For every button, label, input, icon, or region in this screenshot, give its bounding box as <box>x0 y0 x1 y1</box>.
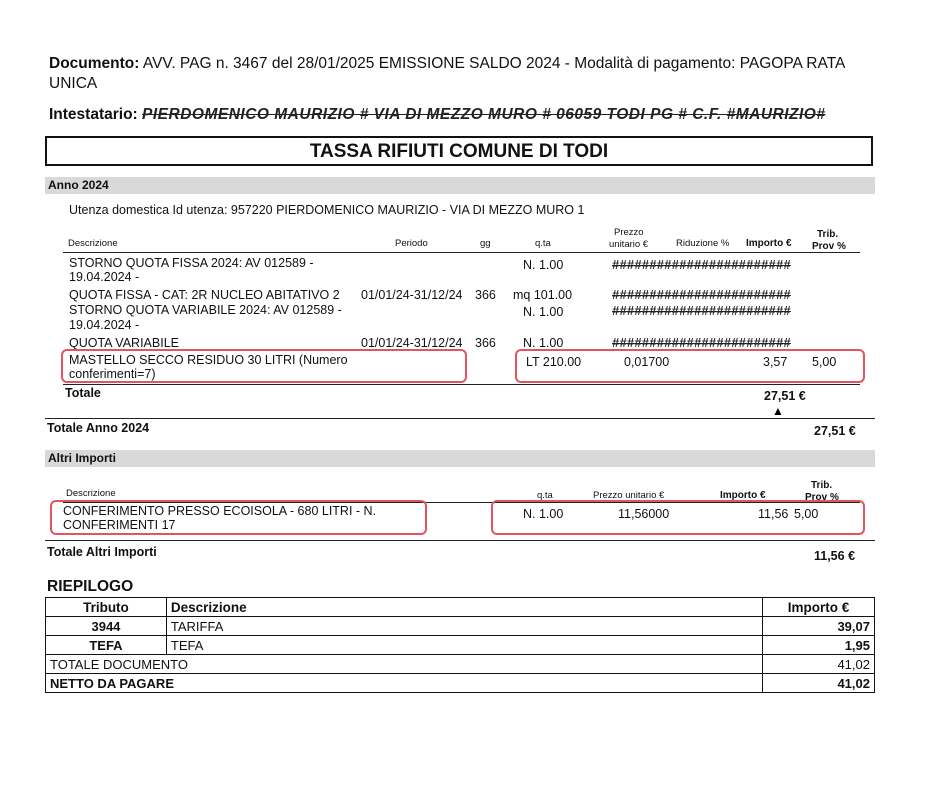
totale-value: 27,51 € <box>764 389 806 403</box>
riepilogo-cell-tributo: 3944 <box>46 617 167 636</box>
col-header-trib-1: Trib. <box>817 229 839 240</box>
table-row <box>46 655 875 674</box>
col-header-qta: q.ta <box>535 238 551 249</box>
table-row-desc: 19.04.2024 - <box>69 270 140 284</box>
totale-rule <box>63 384 860 385</box>
table-row-desc: 19.04.2024 - <box>69 318 140 332</box>
riepilogo-header-importo: Importo € <box>763 598 875 617</box>
col-header-riduzione: Riduzione % <box>676 238 730 249</box>
table-row-redacted-values: ######################## <box>612 304 791 318</box>
table-row <box>46 598 875 617</box>
col-header-prezzo-1: Prezzo <box>614 227 644 238</box>
table-row-gg: 366 <box>475 336 496 350</box>
table-row-redacted-values: ######################## <box>612 288 791 302</box>
riepilogo-title: RIEPILOGO <box>47 578 134 595</box>
totale-altri-label: Totale Altri Importi <box>47 545 157 559</box>
altri-row-prezzo: 11,56000 <box>618 507 670 521</box>
table-row-qta: mq 101.00 <box>513 288 573 302</box>
table-row-desc: QUOTA FISSA - CAT: 2R NUCLEO ABITATIVO 2 <box>69 288 340 302</box>
totale-anno-value: 27,51 € <box>814 424 856 438</box>
col-header-importo: Importo € <box>746 238 792 249</box>
table-row-desc: QUOTA VARIABILE <box>69 336 179 350</box>
table-row-redacted-values: ######################## <box>612 258 791 272</box>
totale-label: Totale <box>65 386 101 400</box>
table-row-qta: N. 1.00 <box>523 258 564 272</box>
col-header-trib-1: Trib. <box>811 480 833 491</box>
totale-altri-rule <box>45 540 875 541</box>
document-label: Documento: <box>49 55 140 72</box>
netto-value: 41,02 <box>763 674 875 693</box>
table-row <box>46 674 875 693</box>
riepilogo-cell-descrizione: TARIFFA <box>166 617 762 636</box>
col-header-periodo: Periodo <box>395 238 428 249</box>
col-header-gg: gg <box>480 238 491 249</box>
table-row-importo: 3,57 <box>763 355 788 369</box>
totale-documento-label: TOTALE DOCUMENTO <box>46 655 763 674</box>
altri-row-trib: 5,00 <box>794 507 819 521</box>
altri-row-desc: CONFERIMENTO PRESSO ECOISOLA - 680 LITRI - N. <box>63 504 377 518</box>
table-row-periodo: 01/01/24-31/12/24 <box>361 336 463 350</box>
altri-row-qta: N. 1.00 <box>523 507 564 521</box>
table-row-qta: N. 1.00 <box>523 305 564 319</box>
header-rule <box>63 252 860 253</box>
col-header-trib-2: Prov % <box>805 492 839 503</box>
riepilogo-table <box>45 597 875 693</box>
table-row <box>46 636 875 655</box>
col-header-prezzo-2: unitario € <box>609 239 649 250</box>
riepilogo-cell-descrizione: TEFA <box>166 636 762 655</box>
table-row-desc: STORNO QUOTA VARIABILE 2024: AV 012589 - <box>69 303 342 317</box>
totale-documento-value: 41,02 <box>763 655 875 674</box>
ink-mark: ▲ <box>772 404 784 418</box>
table-row-trib: 5,00 <box>812 355 837 369</box>
table-row-qta: N. 1.00 <box>523 336 564 350</box>
section-band-anno: Anno 2024 <box>45 177 875 194</box>
utenza-line: Utenza domestica Id utenza: 957220 PIERDOMENICO MAURIZIO - VIA DI MEZZO MURO 1 <box>69 203 585 217</box>
table-row-periodo: 01/01/24-31/12/24 <box>361 288 463 302</box>
page-title: TASSA RIFIUTI COMUNE DI TODI <box>45 136 873 166</box>
document-text: AVV. PAG n. 3467 del 28/01/2025 EMISSIONE SALDO 2024 - Modalità di pagamento: PAGOPA RATA UNICA <box>49 55 845 92</box>
col-header-qta: q.ta <box>537 490 553 501</box>
col-header-descrizione: Descrizione <box>68 238 118 249</box>
owner-label: Intestatario: <box>49 106 138 123</box>
owner-line <box>49 106 825 124</box>
document-line <box>49 54 879 94</box>
table-row-desc: conferimenti=7) <box>69 367 156 381</box>
riepilogo-cell-importo: 1,95 <box>763 636 875 655</box>
totale-anno-label: Totale Anno 2024 <box>47 421 150 435</box>
col-header-prezzo: Prezzo unitario € <box>593 490 665 501</box>
table-row-redacted-values: ######################## <box>612 336 791 350</box>
col-header-importo: Importo € <box>720 490 766 501</box>
table-row-gg: 366 <box>475 288 496 302</box>
col-header-trib-2: Prov % <box>812 241 846 252</box>
netto-label: NETTO DA PAGARE <box>46 674 763 693</box>
altri-row-desc: CONFERIMENTI 17 <box>63 518 176 532</box>
riepilogo-cell-tributo: TEFA <box>46 636 167 655</box>
riepilogo-header-tributo: Tributo <box>46 598 167 617</box>
altri-row-importo: 11,56 <box>758 507 789 521</box>
col-header-descrizione: Descrizione <box>66 488 116 499</box>
table-row-qta: LT 210.00 <box>526 355 582 369</box>
table-row-desc: STORNO QUOTA FISSA 2024: AV 012589 - <box>69 256 314 270</box>
section-band-altri: Altri Importi <box>45 450 875 467</box>
table-row-desc: MASTELLO SECCO RESIDUO 30 LITRI (Numero <box>69 353 348 367</box>
owner-value-redacted: PIERDOMENICO MAURIZIO # VIA DI MEZZO MURO # 06059 TODI PG # C.F. #MAURIZIO# <box>142 106 826 123</box>
riepilogo-header-descrizione: Descrizione <box>166 598 762 617</box>
totale-anno-rule <box>45 418 875 419</box>
totale-altri-value: 11,56 € <box>814 549 856 563</box>
table-row <box>46 617 875 636</box>
table-row-prezzo: 0,01700 <box>624 355 670 369</box>
riepilogo-cell-importo: 39,07 <box>763 617 875 636</box>
